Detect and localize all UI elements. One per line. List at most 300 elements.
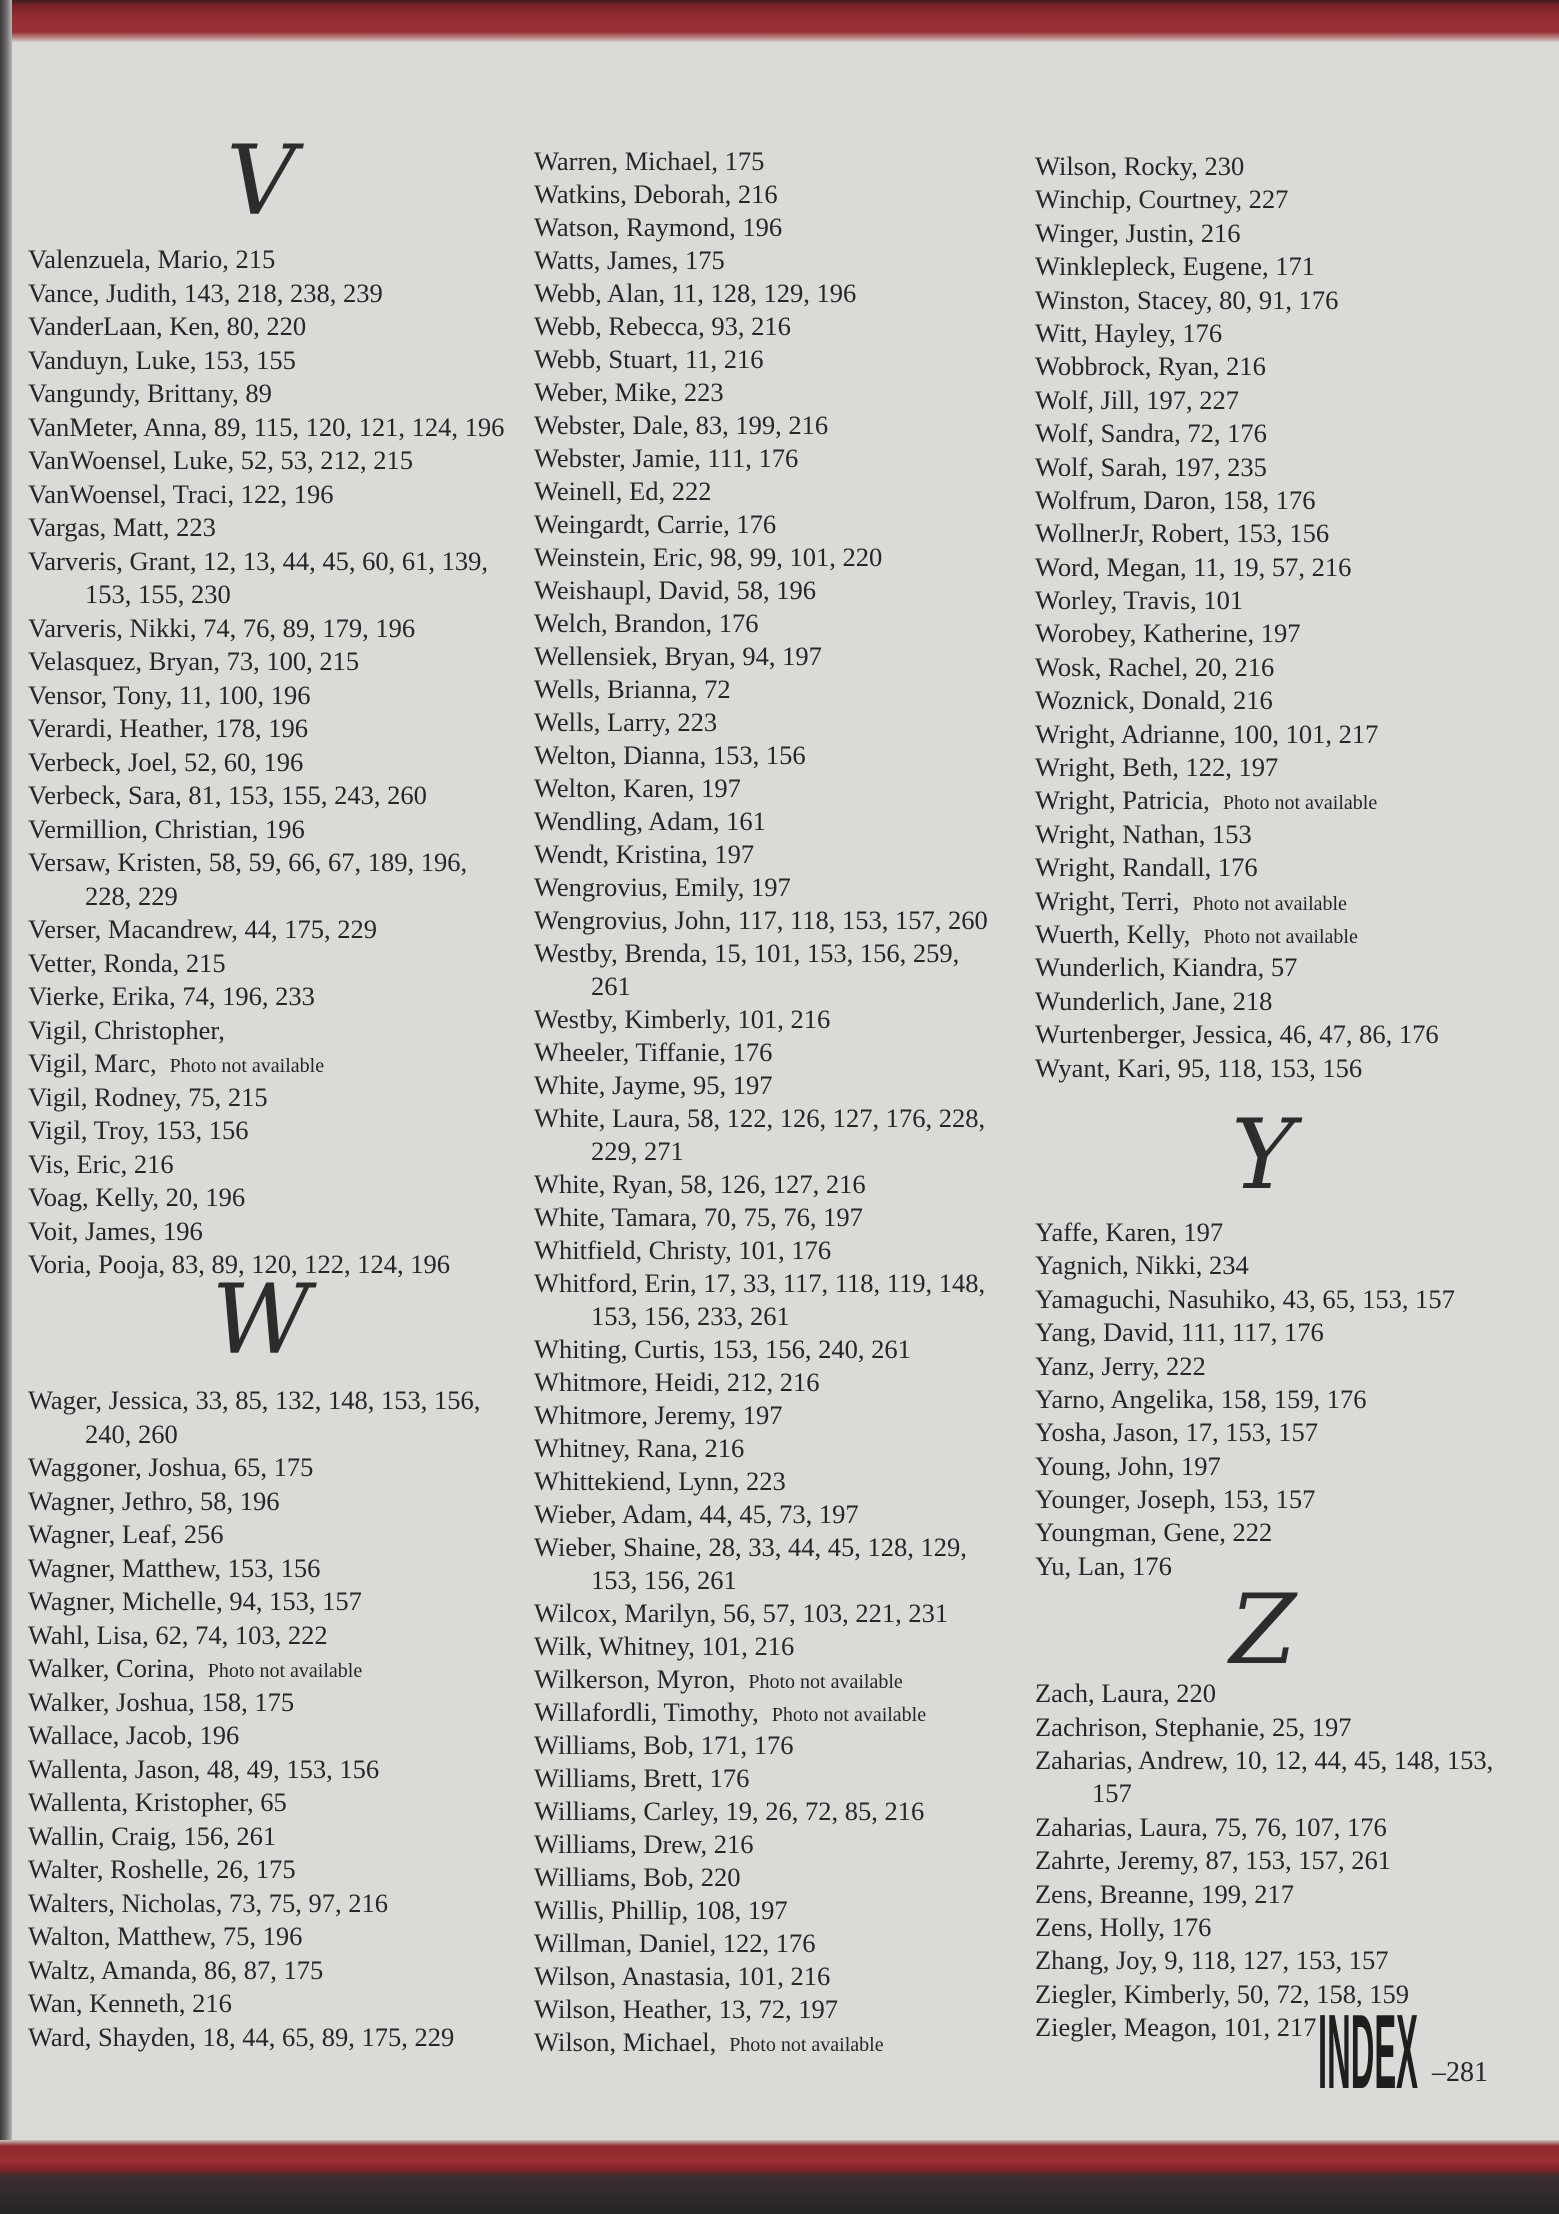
index-column-3: [1035, 150, 1505, 2045]
entry-text: Wilcox, Marilyn, 56, 57, 103, 221, 231: [534, 1597, 949, 1628]
entry-list-w: [28, 1384, 518, 2054]
index-entry: [28, 444, 518, 478]
index-entry: [534, 1960, 1014, 1993]
entry-text: Yamaguchi, Nasuhiko, 43, 65, 153, 157: [1035, 1283, 1455, 1314]
entry-text: VanWoensel, Traci, 122, 196: [28, 478, 334, 509]
entry-line: [534, 772, 1014, 805]
entry-text: Voria, Pooja, 83, 89, 120, 122, 124, 196: [28, 1249, 451, 1279]
entry-text: Wolfrum, Daron, 158, 176: [1035, 484, 1316, 515]
entry-text: Ward, Shayden, 18, 44, 65, 89, 175, 229: [28, 2021, 455, 2052]
entry-line: [28, 1518, 518, 1552]
entry-line: [1035, 1483, 1505, 1516]
entry-line: [28, 1652, 518, 1686]
entry-line: [534, 475, 1014, 508]
entry-text: Vigil, Troy, 153, 156: [28, 1115, 249, 1145]
entry-text: Whitfield, Christy, 101, 176: [534, 1234, 832, 1265]
entry-line: [534, 706, 1014, 739]
index-entry: [534, 1399, 1014, 1432]
entry-line: [534, 871, 1014, 904]
entry-text: WollnerJr, Robert, 153, 156: [1035, 518, 1330, 549]
entry-text: Walton, Matthew, 75, 196: [28, 1921, 303, 1951]
entry-text: Whiting, Curtis, 153, 156, 240, 261: [534, 1333, 911, 1364]
index-entry: [534, 805, 1014, 838]
entry-line: [1035, 718, 1505, 751]
entry-text: Wager, Jessica, 33, 85, 132, 148, 153, 156,: [28, 1385, 481, 1415]
index-entry: [534, 673, 1014, 706]
entry-line: [28, 344, 518, 378]
entry-text: Whitmore, Heidi, 212, 216: [534, 1366, 820, 1397]
entry-text: Woznick, Donald, 216: [1035, 685, 1273, 716]
entry-line: [534, 1267, 1014, 1300]
entry-line: [534, 1762, 1014, 1795]
index-entry: [1035, 384, 1505, 417]
entry-text: Wright, Patricia,: [1035, 785, 1210, 816]
entry-text: Winklepleck, Eugene, 171: [1035, 251, 1316, 282]
entry-line: [534, 1729, 1014, 1762]
entry-continuation: 229, 271: [591, 1135, 684, 1166]
entry-text: Wright, Randall, 176: [1035, 852, 1258, 883]
entry-text: Varveris, Grant, 12, 13, 44, 45, 60, 61, 139,: [28, 545, 489, 576]
entry-text: Williams, Carley, 19, 26, 72, 85, 216: [534, 1795, 925, 1826]
entry-line: [1035, 1516, 1505, 1549]
entry-text: Wilkerson, Myron,: [534, 1663, 736, 1694]
entry-text: Williams, Bob, 220: [534, 1861, 741, 1892]
entry-line: [534, 1531, 1014, 1564]
index-entry: [28, 1987, 518, 2021]
entry-line: [534, 244, 1014, 277]
entry-text: Worobey, Katherine, 197: [1035, 618, 1301, 649]
entry-line: [534, 1102, 1014, 1135]
entry-text: Willis, Phillip, 108, 197: [534, 1894, 788, 1925]
entry-text: Winger, Justin, 216: [1035, 217, 1241, 248]
index-entry: [1035, 284, 1505, 317]
entry-text: Zens, Holly, 176: [1035, 1911, 1212, 1942]
index-entry: [1035, 1316, 1505, 1349]
index-entry: [28, 612, 518, 646]
entry-line: [1035, 1018, 1505, 1051]
index-entry: [1035, 651, 1505, 684]
entry-line: [28, 243, 518, 277]
index-entry: [534, 244, 1014, 277]
index-entry: [534, 937, 1014, 1003]
index-entry: [1035, 1878, 1505, 1911]
entry-text: Wendt, Kristina, 197: [534, 838, 755, 869]
entry-text: Wahl, Lisa, 62, 74, 103, 222: [28, 1619, 328, 1650]
entry-text: Velasquez, Bryan, 73, 100, 215: [28, 646, 360, 676]
entry-text: Wan, Kenneth, 216: [28, 1988, 232, 2018]
index-entry: [534, 1729, 1014, 1762]
index-entry: [28, 1384, 518, 1451]
entry-line: [1035, 584, 1505, 617]
index-entry: [28, 377, 518, 411]
entry-line: [1035, 517, 1505, 550]
entry-text: Verbeck, Joel, 52, 60, 196: [28, 746, 304, 777]
entry-line: [1035, 951, 1505, 984]
entry-continuation: 157: [1092, 1778, 1132, 1809]
index-entry: [1035, 1052, 1505, 1085]
index-entry: [28, 1585, 518, 1619]
entry-line: [28, 1719, 518, 1753]
index-entry: [534, 1036, 1014, 1069]
left-page-edge: [0, 0, 12, 2214]
index-entry: [1035, 250, 1505, 283]
index-entry: [28, 1652, 518, 1686]
entry-line: [28, 310, 518, 344]
index-entry: [1035, 1450, 1505, 1483]
entry-line: [534, 277, 1014, 310]
entry-text: Wieber, Adam, 44, 45, 73, 197: [534, 1498, 859, 1529]
entry-text: Willman, Daniel, 122, 176: [534, 1927, 816, 1958]
index-entry: [28, 712, 518, 746]
entry-text: Westby, Brenda, 15, 101, 153, 156, 259,: [534, 937, 960, 968]
entry-line: [28, 277, 518, 311]
entry-line: [534, 607, 1014, 640]
index-entry: [1035, 484, 1505, 517]
entry-text: Whitmore, Jeremy, 197: [534, 1399, 783, 1430]
index-entry: [1035, 684, 1505, 717]
entry-text: Wendling, Adam, 161: [534, 805, 766, 836]
photo-not-available-note: Photo not available: [1222, 792, 1378, 815]
entry-text: Wuerth, Kelly,: [1035, 918, 1191, 949]
entry-line: [1035, 284, 1505, 317]
entry-line: [1035, 617, 1505, 650]
photo-not-available-note: Photo not available: [1192, 892, 1347, 915]
entry-line: [28, 1786, 518, 1820]
index-entry: [534, 178, 1014, 211]
index-entry: [28, 2021, 518, 2055]
index-entry: [28, 1920, 518, 1954]
index-entry: [1035, 818, 1505, 851]
index-entry: [28, 1215, 518, 1249]
index-entry: [28, 344, 518, 378]
entry-line: [28, 1552, 518, 1586]
entry-text: Welch, Brandon, 176: [534, 607, 759, 638]
entry-text: Word, Megan, 11, 19, 57, 216: [1035, 551, 1352, 582]
entry-line: [534, 937, 1014, 970]
entry-line: [1035, 818, 1505, 851]
entry-line: [28, 1148, 518, 1182]
entry-text: Wells, Larry, 223: [534, 706, 718, 737]
entry-line: [28, 813, 518, 847]
index-entry: [28, 511, 518, 545]
index-entry: [1035, 1711, 1505, 1744]
entry-line: [534, 640, 1014, 673]
entry-text: Wagner, Michelle, 94, 153, 157: [28, 1586, 362, 1616]
entry-text: Yanz, Jerry, 222: [1035, 1350, 1206, 1381]
entry-line: [1035, 1911, 1505, 1944]
entry-line: [1035, 1944, 1505, 1977]
entry-text: Wunderlich, Jane, 218: [1035, 985, 1273, 1016]
entry-line: [28, 1619, 518, 1653]
index-entry: [1035, 1516, 1505, 1549]
index-entry: [1035, 1944, 1505, 1977]
entry-text: Zach, Laura, 220: [1035, 1678, 1216, 1709]
entry-line: [1035, 1416, 1505, 1449]
index-entry: [534, 1003, 1014, 1036]
entry-line: [534, 145, 1014, 178]
entry-line: [534, 1201, 1014, 1234]
entry-text: Valenzuela, Mario, 215: [28, 244, 276, 274]
entry-text: Wright, Beth, 122, 197: [1035, 752, 1279, 783]
entry-line: [1035, 217, 1505, 250]
entry-text: Young, John, 197: [1035, 1450, 1221, 1481]
entry-line: [28, 846, 518, 880]
entry-line: [28, 1585, 518, 1619]
index-entry: [28, 1485, 518, 1519]
entry-line: [534, 310, 1014, 343]
entry-continuation: 240, 260: [85, 1418, 178, 1449]
entry-line: [28, 1047, 518, 1081]
entry-text: Wengrovius, John, 117, 118, 153, 157, 260: [534, 904, 988, 935]
entry-text: Wunderlich, Kiandra, 57: [1035, 952, 1298, 983]
entry-line: [28, 377, 518, 411]
index-entry: [534, 1861, 1014, 1894]
index-entry: [1035, 2011, 1505, 2044]
entry-text: Wobbrock, Ryan, 216: [1035, 351, 1266, 382]
index-entry: [28, 478, 518, 512]
entry-text: White, Laura, 58, 122, 126, 127, 176, 228,: [534, 1102, 986, 1133]
index-column-1: [28, 125, 518, 2054]
entry-line: [1035, 751, 1505, 784]
entry-text: Waltz, Amanda, 86, 87, 175: [28, 1954, 324, 1985]
entry-text: Yosha, Jason, 17, 153, 157: [1035, 1417, 1318, 1448]
entry-text: Vance, Judith, 143, 218, 238, 239: [28, 277, 383, 308]
index-entry: [28, 1686, 518, 1720]
entry-line: [1035, 417, 1505, 450]
entry-text: Wilson, Michael,: [534, 2026, 717, 2057]
index-entry: [28, 1081, 518, 1115]
entry-text: Vis, Eric, 216: [28, 1148, 174, 1179]
index-entry: [534, 1168, 1014, 1201]
entry-text: Witt, Hayley, 176: [1035, 317, 1223, 348]
entry-text: Yagnich, Nikki, 234: [1035, 1250, 1249, 1281]
entry-line: [1035, 851, 1505, 884]
index-entry: [1035, 1416, 1505, 1449]
entry-text: Ziegler, Kimberly, 50, 72, 158, 159: [1035, 1978, 1410, 2009]
entry-text: Zachrison, Stephanie, 25, 197: [1035, 1711, 1352, 1742]
index-column-2: [534, 145, 1014, 2059]
entry-line: [28, 1081, 518, 1115]
entry-line: [534, 1696, 1014, 1729]
entry-text: Whittekiend, Lynn, 223: [534, 1465, 786, 1496]
entry-text: Watson, Raymond, 196: [534, 211, 783, 242]
entry-text: Walters, Nicholas, 73, 75, 97, 216: [28, 1887, 388, 1918]
entry-text: Wolf, Sarah, 197, 235: [1035, 451, 1267, 482]
entry-text: Voag, Kelly, 20, 196: [28, 1182, 246, 1212]
entry-text: Welton, Karen, 197: [534, 772, 741, 803]
entry-text: Zens, Breanne, 199, 217: [1035, 1878, 1295, 1909]
index-entry: [1035, 1744, 1505, 1811]
entry-text: Wallenta, Jason, 48, 49, 153, 156: [28, 1753, 380, 1784]
entry-text: Wells, Brianna, 72: [534, 673, 731, 704]
entry-line: [534, 739, 1014, 772]
index-entry: [534, 607, 1014, 640]
index-entry: [28, 277, 518, 311]
index-entry: [28, 846, 518, 913]
index-entry: [1035, 784, 1505, 817]
index-entry: [28, 947, 518, 981]
entry-line: [28, 1954, 518, 1988]
entry-line: [1035, 1249, 1505, 1282]
entry-line: [534, 508, 1014, 541]
index-entry: [28, 1148, 518, 1182]
entry-line: [1035, 1450, 1505, 1483]
entry-line: [1035, 1216, 1505, 1249]
entry-text: Wengrovius, Emily, 197: [534, 871, 791, 902]
index-entry: [534, 1267, 1014, 1333]
index-entry: [534, 1927, 1014, 1960]
entry-text: Winchip, Courtney, 227: [1035, 184, 1289, 215]
index-entry: [1035, 718, 1505, 751]
entry-list-y: [1035, 1216, 1505, 1583]
index-entry: [534, 277, 1014, 310]
index-entry: [534, 772, 1014, 805]
entry-text: Yaffe, Karen, 197: [1035, 1216, 1224, 1247]
entry-line: [28, 1820, 518, 1854]
entry-text: Varveris, Nikki, 74, 76, 89, 179, 196: [28, 612, 416, 643]
entry-line: [28, 1686, 518, 1720]
index-entry: [28, 1786, 518, 1820]
index-entry: [28, 1619, 518, 1653]
entry-line: [534, 574, 1014, 607]
entry-text: Walter, Roshelle, 26, 175: [28, 1854, 296, 1884]
entry-line: [534, 1597, 1014, 1630]
entry-line: [28, 2021, 518, 2055]
entry-text: Wilson, Heather, 13, 72, 197: [534, 1993, 839, 2024]
entry-line: [1035, 1350, 1505, 1383]
letter-heading-w: W: [211, 1263, 311, 1376]
index-entry: [534, 1696, 1014, 1729]
entry-line: [534, 1498, 1014, 1531]
photo-not-available-note: Photo not available: [207, 1660, 363, 1682]
entry-text: Waggoner, Joshua, 65, 175: [28, 1452, 314, 1482]
entry-line: [534, 1894, 1014, 1927]
index-entry: [534, 1993, 1014, 2026]
top-border-band: [0, 0, 1559, 42]
index-entry: [534, 1894, 1014, 1927]
entry-line: [28, 679, 518, 713]
entry-line: [534, 442, 1014, 475]
entry-text: Yarno, Angelika, 158, 159, 176: [1035, 1383, 1367, 1414]
entry-line: [1035, 684, 1505, 717]
index-entry: [28, 1014, 518, 1048]
entry-line: [28, 444, 518, 478]
entry-line: [28, 645, 518, 679]
index-entry: [28, 1954, 518, 1988]
entry-text: Winston, Stacey, 80, 91, 176: [1035, 284, 1339, 315]
entry-text: Zaharias, Andrew, 10, 12, 44, 45, 148, 153,: [1035, 1745, 1494, 1776]
entry-text: Walker, Joshua, 158, 175: [28, 1686, 295, 1717]
index-entry: [1035, 584, 1505, 617]
entry-line: [1035, 384, 1505, 417]
entry-text: Wright, Nathan, 153: [1035, 818, 1252, 849]
entry-text: Whitney, Rana, 216: [534, 1432, 745, 1463]
entry-line: [28, 947, 518, 981]
entry-line: [1035, 1052, 1505, 1085]
letter-heading-z: Z: [1229, 1574, 1297, 1687]
entry-text: Webb, Alan, 11, 128, 129, 196: [534, 277, 857, 308]
index-entry: [28, 1820, 518, 1854]
index-entry: [1035, 1216, 1505, 1249]
entry-line: [534, 1960, 1014, 1993]
entry-line: [534, 541, 1014, 574]
index-entry: [1035, 183, 1505, 216]
index-entry: [28, 545, 518, 612]
index-entry: [1035, 851, 1505, 884]
entry-line: [1035, 885, 1505, 918]
index-entry: [28, 1047, 518, 1081]
index-entry: [534, 409, 1014, 442]
entry-text: Vigil, Christopher,: [28, 1014, 225, 1045]
entry-line: [28, 1014, 518, 1048]
entry-line: [28, 1384, 518, 1418]
entry-text: Wilson, Rocky, 230: [1035, 151, 1245, 181]
entry-line: [534, 1795, 1014, 1828]
entry-text: Wieber, Shaine, 28, 33, 44, 45, 128, 129,: [534, 1531, 967, 1562]
index-entry: [534, 1102, 1014, 1168]
index-entry: [28, 1552, 518, 1586]
index-entry: [1035, 885, 1505, 918]
entry-line: [534, 1465, 1014, 1498]
index-entry: [1035, 417, 1505, 450]
page-number: –281: [1432, 2057, 1488, 2088]
index-entry: [534, 475, 1014, 508]
entry-text: Westby, Kimberly, 101, 216: [534, 1003, 831, 1034]
index-entry: [534, 2026, 1014, 2059]
index-entry: [534, 508, 1014, 541]
entry-text: Vigil, Marc,: [28, 1048, 157, 1078]
index-entry: [534, 1795, 1014, 1828]
index-entry: [534, 706, 1014, 739]
index-entry: [534, 1366, 1014, 1399]
entry-line: [1035, 1844, 1505, 1877]
index-entry: [534, 871, 1014, 904]
entry-text: Verbeck, Sara, 81, 153, 155, 243, 260: [28, 780, 427, 810]
entry-text: Wagner, Leaf, 256: [28, 1519, 224, 1549]
index-entry: [28, 813, 518, 847]
index-entry: [28, 1719, 518, 1753]
entry-line: [1035, 551, 1505, 584]
index-entry: [534, 1234, 1014, 1267]
entry-line: [28, 746, 518, 780]
entry-line: [534, 1828, 1014, 1861]
photo-not-available-note: Photo not available: [1203, 925, 1358, 948]
entry-line: [534, 376, 1014, 409]
index-entry: [534, 1201, 1014, 1234]
index-entry: [1035, 985, 1505, 1018]
index-entry: [1035, 551, 1505, 584]
photo-not-available-note: Photo not available: [771, 1703, 927, 1726]
index-entry: [534, 1531, 1014, 1597]
entry-line: [28, 1920, 518, 1954]
index-entry: [28, 913, 518, 947]
entry-line: [534, 673, 1014, 706]
entry-line: [534, 178, 1014, 211]
index-entry: [28, 310, 518, 344]
entry-line: [534, 409, 1014, 442]
entry-line: [534, 343, 1014, 376]
index-entry: [534, 904, 1014, 937]
entry-text: Williams, Bob, 171, 176: [534, 1729, 794, 1760]
entry-text: Webb, Rebecca, 93, 216: [534, 310, 791, 341]
index-entry: [534, 211, 1014, 244]
entry-text: VanMeter, Anna, 89, 115, 120, 121, 124, 196: [28, 411, 505, 442]
entry-line: [28, 1987, 518, 2021]
entry-line: [1035, 1744, 1505, 1777]
index-entry: [534, 310, 1014, 343]
entry-line: [1035, 150, 1505, 183]
entry-continuation: 228, 229: [85, 880, 178, 911]
